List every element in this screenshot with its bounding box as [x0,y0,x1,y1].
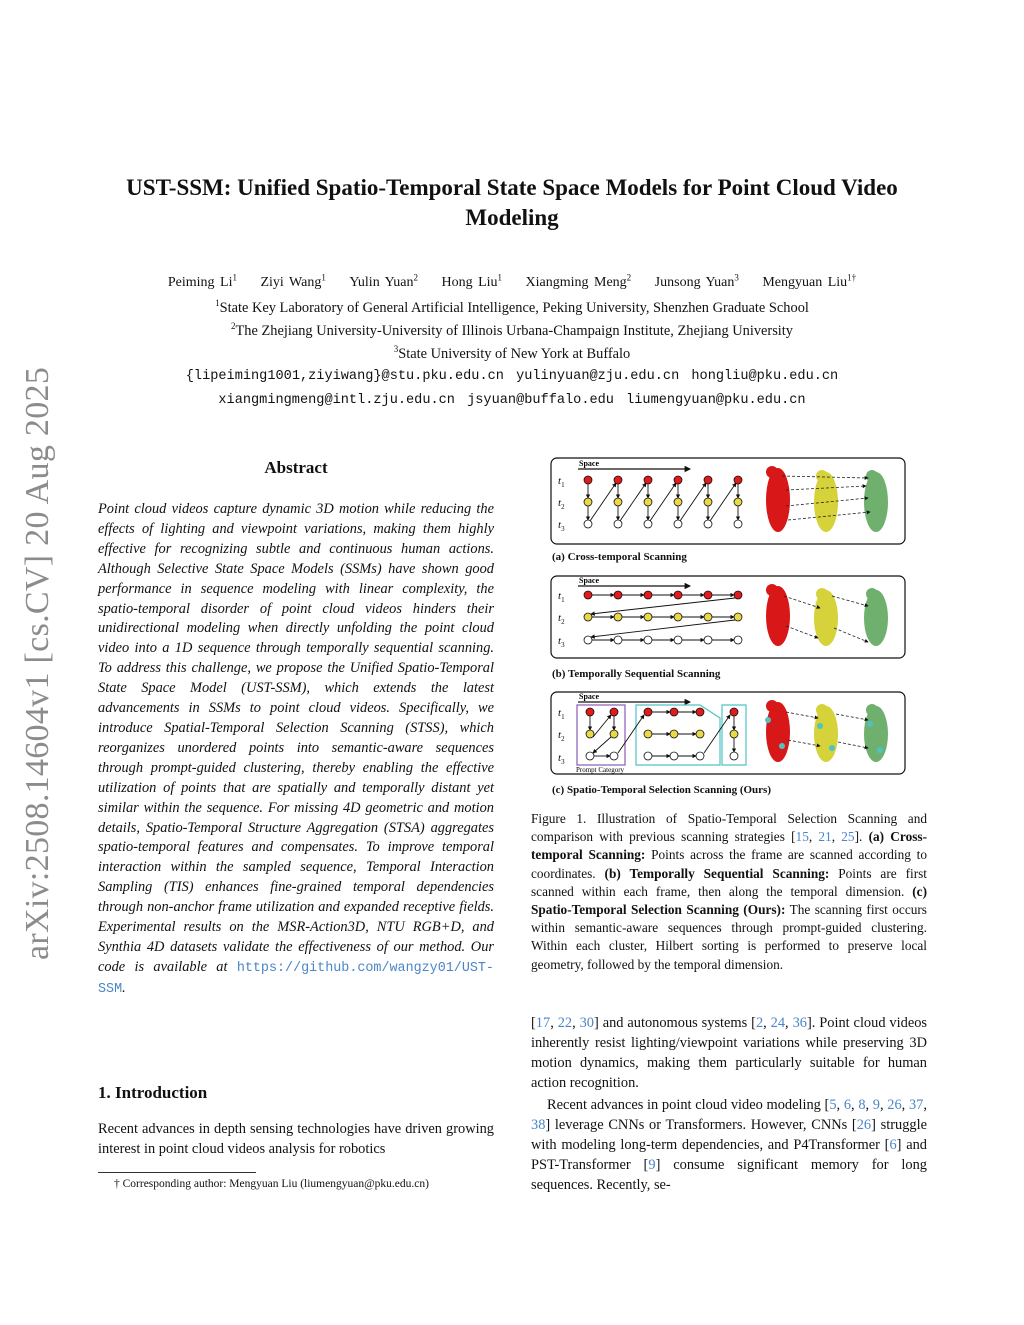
citation-link[interactable]: 17 [535,1015,551,1031]
citation-link[interactable]: 5 [829,1097,837,1113]
author: Junsong Yuan$^3$ [654,272,739,290]
scan-node [644,520,652,528]
scan-node [644,752,652,760]
space-label: Space [579,459,599,468]
citation-link[interactable]: 6 [889,1137,897,1153]
code-link[interactable]: https://github.com/wangzy01/UST-SSM [98,960,494,997]
panel-b [551,576,905,680]
svg-text:t3: $t_3$ [558,635,565,649]
citation-link[interactable]: 26 [887,1097,902,1113]
scan-node [644,476,652,484]
scan-node [704,613,712,621]
citation-link[interactable]: 2 [755,1015,764,1031]
panel-c [551,692,905,796]
abstract-heading: Abstract [264,458,328,477]
intro-heading: 1. Introduction [98,1083,208,1102]
svg-text:t3: $t_3$ [558,752,565,766]
citation-link[interactable]: 6 [843,1097,852,1113]
space-label: Space [579,576,599,585]
scan-node [674,636,682,644]
citation-link[interactable]: 8 [858,1097,866,1113]
scan-node [670,752,678,760]
scan-node [674,498,682,506]
citation-link[interactable]: 38 [531,1117,546,1133]
emails-line-2: xiangmingmeng@intl.zju.edu.cn jsyuan@buffalo.edu liumengyuan@pku.edu.cn [218,393,806,408]
panel-c-caption: (c) Spatio-Temporal Selection Scanning (Ours) [552,784,771,796]
scan-node [584,613,592,621]
scan-node [734,476,742,484]
figure-1 [550,456,906,798]
space-label: Space [579,692,599,701]
scan-node [674,613,682,621]
scan-node [674,591,682,599]
scan-node [584,476,592,484]
citation-link[interactable]: 24 [770,1015,786,1031]
citation-link[interactable]: 36 [792,1015,807,1031]
panel-b-nodes [584,591,742,644]
abstract-text: Point cloud videos capture dynamic 3D motion while reducing the effects of lighting and viewpoint variations, making them highly effective for recognizing subtle and continuous human actions. Although Selective State Space Models (SSMs) have shown good performance in sequence modeling with linear complexity, the spatio-temporal disorder of point cloud videos hinders their unidirectional modeling when directly unfolding the point cloud video into a 1D sequence through temporally sequential scanning. To address this challenge, we propose the Unified Spatio-Temporal State Space Model (UST-SSM), which extends the latest advancements in SSMs to point cloud videos. Specifically, we introduce Spatial-Temporal Selection Scanning (STSS), which reorganizes unordered points into semantic-aware sequences through prompt-guided clustering, thereby enabling the effective utilization of points that are spatially and temporally distant yet similar within the sequence. For missing 4D geometric and motion details, Spatio-Temporal Structure Aggregation (STSA) aggregates spatio-temporal features and compensates. To improve temporal interaction within the sampled sequence, Temporal Interaction Sampling (TIS) enhances fine-grained temporal dependencies through non-anchor frame utilization and expanded receptive fields. Experimental results on the MSR-Action3D, NTU RGB+D, and Synthia 4D datasets validate the effectiveness of our method. Our code is available at [98,501,494,975]
citation-link[interactable]: 37 [908,1097,924,1113]
title-line-2: Modeling [465,205,559,230]
scan-node [670,730,678,738]
scan-node [614,636,622,644]
scan-node [644,591,652,599]
right-paragraph-2: Recent advances in point cloud video modeling [5, 6, 8, 9, 26, 37, 38] leverage CNNs or Transformers. However, CNNs [26] struggle with modeling long-term dependencies, and P4Transformer [6] and PST-Transformer [9] consume significant memory for long sequences. Recently, se- [531,1097,927,1193]
citation-link[interactable]: 9 [648,1157,656,1173]
scan-node [734,591,742,599]
affiliation-1: $^1$State Key Laboratory of General Artificial Intelligence, Peking University, Shenzhen Graduate School [215,298,809,316]
affiliation-3: $^3$State University of New York at Buffalo [393,344,631,362]
scan-node [614,476,622,484]
scan-node [586,752,594,760]
scan-node [586,730,594,738]
scan-node [644,708,652,716]
intro-paragraph: Recent advances in depth sensing technologies have driven growing interest in point cloud videos analysis for robotics [98,1121,494,1157]
panel-b-caption: (b) Temporally Sequential Scanning [552,668,721,680]
citation-link[interactable]: 21 [818,829,832,845]
scan-node [704,476,712,484]
scan-node [610,752,618,760]
scan-node [730,752,738,760]
author: Xiangming Meng$^2$ [525,272,632,290]
affiliation-2: $^2$The Zhejiang University-University of Illinois Urbana-Champaign Institute, Zhejiang University [230,321,793,339]
citation-link[interactable]: 22 [557,1015,573,1031]
scan-node [734,520,742,528]
scan-node [614,613,622,621]
scan-node [610,708,618,716]
author: Peiming Li$^1$ [167,272,237,290]
scan-node [584,591,592,599]
panel-a-nodes [584,476,742,528]
scan-node [584,520,592,528]
scan-node [644,730,652,738]
scan-node [644,498,652,506]
author: Yulin Yuan$^2$ [349,272,418,290]
arxiv-stamp-text: arXiv:2508.14604v1 [cs.CV] 20 Aug 2025 [19,366,56,960]
svg-text:t2: $t_2$ [558,729,565,743]
citation-link[interactable]: 9 [872,1097,880,1113]
panel-b-figures [766,584,888,646]
scan-node [730,730,738,738]
panel-a-caption: (a) Cross-temporal Scanning [552,551,687,563]
scan-node [704,591,712,599]
panel-a-figures [766,466,888,532]
scan-node [586,708,594,716]
scan-node [644,636,652,644]
scan-node [734,613,742,621]
abstract-body: Point cloud videos capture dynamic 3D motion while reducing the effects of lighting and viewpoint variations, making them highly effective for recognizing subtle and continuous human actions. Although Selective State Space Models (SSMs) have shown good performance in sequence modeling with linear complexity, the spatio-temporal disorder of point cloud videos hinders their unidirectional modeling when directly unfolding the point cloud video into a 1D sequence through temporally sequential scanning. To address this challenge, we propose the Unified Spatio-Temporal State Space Model (UST-SSM), which extends the latest advancements in SSMs to point cloud videos. Specifically, we introduce Spatial-Temporal Selection Scanning (STSS), which reorganizes unordered points into semantic-aware sequences through prompt-guided clustering, thereby enabling the effective utilization of points that are spatially and temporally distant yet similar within the sequence. For missing 4D geometric and motion details, Spatio-Temporal Structure Aggregation (STSA) aggregates spatio-temporal features and compensates. To improve temporal interaction within the sampled sequence, Temporal Interaction Sampling (TIS) enhances fine-grained temporal dependencies through non-anchor frame utilization and expanded receptive fields. Experimental results on the MSR-Action3D, NTU RGB+D, and Synthia 4D datasets validate the effectiveness of our method. Our code is available at https://github.com/wangzy01/UST-SSM. [98,501,494,997]
figure-caption: Figure 1. Illustration of Spatio-Temporal Selection Scanning and comparison with previous scanning strategies [15, 21, 25]. (a) Cross-temporal Scanning: Points across the frame are scanned according to coordinates. (b) Temporally Sequential Scanning: Points are first scanned within each frame, then along the temporal dimension. (c) Spatio-Temporal Selection Scanning (Ours): The scanning first occurs within semantic-aware sequences through prompt-guided clustering. Within each cluster, Hilbert sorting is performed to preserve local geometry, followed by the temporal dimension. [531,811,928,972]
scan-node [584,636,592,644]
scan-node [584,498,592,506]
author: Hong Liu$^1$ [441,272,503,290]
footnote: † Corresponding author: Mengyuan Liu (liumengyuan@pku.edu.cn) [114,1178,429,1190]
citation-link[interactable]: 26 [856,1117,872,1133]
citation-link[interactable]: 25 [841,829,855,845]
panel-c-nodes [586,708,738,760]
author: Mengyuan Liu$^{1\dagger}$ [762,272,857,290]
scan-node [670,708,678,716]
svg-text:t2: $t_2$ [558,612,565,626]
scan-node [674,520,682,528]
scan-node [614,520,622,528]
scan-node [610,730,618,738]
emails-line-1: {lipeiming1001,ziyiwang}@stu.pku.edu.cn yulinyuan@zju.edu.cn hongliu@pku.edu.cn [185,369,839,384]
footnote-rule [98,1172,256,1173]
scan-node [614,498,622,506]
paper-title [80,173,944,233]
scan-node [644,613,652,621]
author: Ziyi Wang$^1$ [260,272,326,290]
scan-node [614,591,622,599]
scan-node [696,752,704,760]
scan-node [696,730,704,738]
scan-node [696,708,704,716]
panel-c-figures [765,700,888,762]
scan-node [704,520,712,528]
svg-text:t3: $t_3$ [558,519,565,533]
citation-link[interactable]: 15 [795,829,809,845]
scan-node [704,498,712,506]
svg-text:t1: $t_1$ [558,707,565,721]
svg-text:t1: $t_1$ [558,475,565,489]
scan-node [734,636,742,644]
prompt-category-label: Prompt Category [576,766,625,774]
scan-node [734,498,742,506]
citation-link[interactable]: 30 [579,1015,594,1031]
panel-a [551,458,905,563]
scan-node [674,476,682,484]
right-paragraph-1: [17, 22, 30] and autonomous systems [2, 24, 36]. Point cloud videos inherently resist lighting/viewpoint variations while preserving 3D motion dynamics, making them particularly suitable for human action recognition. [531,1015,928,1091]
svg-text:t1: $t_1$ [558,590,565,604]
arxiv-stamp [8,365,60,965]
scan-node [704,636,712,644]
author-list [80,272,944,291]
svg-text:t2: $t_2$ [558,497,565,511]
title-line-1: UST-SSM: Unified Spatio-Temporal State Space Models for Point Cloud Video [126,175,898,200]
scan-node [730,708,738,716]
